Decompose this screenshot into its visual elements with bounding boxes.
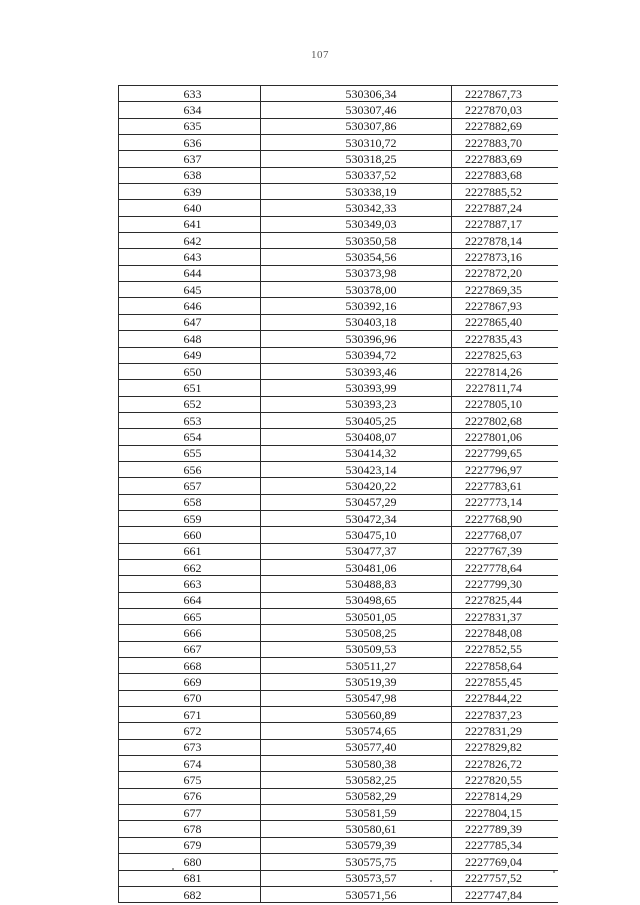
x-coordinate-cell: 530349,03 [261, 216, 452, 232]
point-number-cell: 666 [119, 625, 261, 641]
x-coordinate-cell: 530354,56 [261, 249, 452, 265]
table-row [119, 592, 559, 608]
point-number-cell: 674 [119, 756, 261, 772]
y-coordinate-cell: 2227867,73 [452, 86, 559, 102]
table-row [119, 461, 559, 477]
table-row [119, 216, 559, 232]
point-number-cell: 662 [119, 559, 261, 575]
x-coordinate-cell: 530373,98 [261, 265, 452, 281]
point-number-cell: 675 [119, 772, 261, 788]
table-row [119, 151, 559, 167]
y-coordinate-cell: 2227867,93 [452, 298, 559, 314]
y-coordinate-cell: 2227820,55 [452, 772, 559, 788]
y-coordinate-cell: 2227768,90 [452, 510, 559, 526]
x-coordinate-cell: 530394,72 [261, 347, 452, 363]
point-number-cell: 678 [119, 821, 261, 837]
y-coordinate-cell: 2227882,69 [452, 118, 559, 134]
point-number-cell: 635 [119, 118, 261, 134]
x-coordinate-cell: 530509,53 [261, 641, 452, 657]
table-row [119, 298, 559, 314]
y-coordinate-cell: 2227804,15 [452, 805, 559, 821]
point-number-cell: 682 [119, 886, 261, 902]
point-number-cell: 673 [119, 739, 261, 755]
table-row [119, 249, 559, 265]
table-row [119, 641, 559, 657]
y-coordinate-cell: 2227814,29 [452, 788, 559, 804]
y-coordinate-cell: 2227767,39 [452, 543, 559, 559]
x-coordinate-cell: 530307,86 [261, 118, 452, 134]
y-coordinate-cell: 2227796,97 [452, 461, 559, 477]
y-coordinate-cell: 2227883,69 [452, 151, 559, 167]
y-coordinate-cell: 2227878,14 [452, 233, 559, 249]
point-number-cell: 677 [119, 805, 261, 821]
y-coordinate-cell: 2227785,34 [452, 837, 559, 853]
x-coordinate-cell: 530423,14 [261, 461, 452, 477]
x-coordinate-cell: 530581,59 [261, 805, 452, 821]
y-coordinate-cell: 2227844,22 [452, 690, 559, 706]
x-coordinate-cell: 530393,99 [261, 380, 452, 396]
x-coordinate-cell: 530393,46 [261, 363, 452, 379]
point-number-cell: 669 [119, 674, 261, 690]
y-coordinate-cell: 2227831,29 [452, 723, 559, 739]
y-coordinate-cell: 2227825,44 [452, 592, 559, 608]
table-row [119, 756, 559, 772]
point-number-cell: 657 [119, 478, 261, 494]
x-coordinate-cell: 530574,65 [261, 723, 452, 739]
y-coordinate-cell: 2227825,63 [452, 347, 559, 363]
table-row [119, 625, 559, 641]
y-coordinate-cell: 2227855,45 [452, 674, 559, 690]
table-row [119, 510, 559, 526]
x-coordinate-cell: 530392,16 [261, 298, 452, 314]
point-number-cell: 656 [119, 461, 261, 477]
table-row [119, 658, 559, 674]
table-row [119, 576, 559, 592]
table-row [119, 707, 559, 723]
y-coordinate-cell: 2227848,08 [452, 625, 559, 641]
point-number-cell: 644 [119, 265, 261, 281]
x-coordinate-cell: 530472,34 [261, 510, 452, 526]
coordinates-table-body [119, 86, 559, 903]
y-coordinate-cell: 2227835,43 [452, 331, 559, 347]
x-coordinate-cell: 530571,56 [261, 886, 452, 902]
table-row [119, 723, 559, 739]
x-coordinate-cell: 530580,38 [261, 756, 452, 772]
x-coordinate-cell: 530579,39 [261, 837, 452, 853]
page-number: 107 [311, 49, 329, 61]
point-number-cell: 676 [119, 788, 261, 804]
y-coordinate-cell: 2227858,64 [452, 658, 559, 674]
y-coordinate-cell: 2227811,74 [452, 380, 559, 396]
x-coordinate-cell: 530307,46 [261, 102, 452, 118]
point-number-cell: 680 [119, 854, 261, 870]
y-coordinate-cell: 2227870,03 [452, 102, 559, 118]
scan-speck [430, 880, 432, 882]
y-coordinate-cell: 2227802,68 [452, 412, 559, 428]
x-coordinate-cell: 530475,10 [261, 527, 452, 543]
point-number-cell: 634 [119, 102, 261, 118]
point-number-cell: 645 [119, 282, 261, 298]
point-number-cell: 681 [119, 870, 261, 886]
table-row [119, 135, 559, 151]
y-coordinate-cell: 2227883,70 [452, 135, 559, 151]
x-coordinate-cell: 530573,57 [261, 870, 452, 886]
x-coordinate-cell: 530498,65 [261, 592, 452, 608]
point-number-cell: 655 [119, 445, 261, 461]
point-number-cell: 646 [119, 298, 261, 314]
y-coordinate-cell: 2227887,24 [452, 200, 559, 216]
y-coordinate-cell: 2227829,82 [452, 739, 559, 755]
y-coordinate-cell: 2227768,07 [452, 527, 559, 543]
y-coordinate-cell: 2227773,14 [452, 494, 559, 510]
point-number-cell: 679 [119, 837, 261, 853]
table-row [119, 445, 559, 461]
point-number-cell: 649 [119, 347, 261, 363]
point-number-cell: 651 [119, 380, 261, 396]
table-row [119, 870, 559, 886]
x-coordinate-cell: 530560,89 [261, 707, 452, 723]
y-coordinate-cell: 2227801,06 [452, 429, 559, 445]
y-coordinate-cell: 2227805,10 [452, 396, 559, 412]
table-row [119, 412, 559, 428]
y-coordinate-cell: 2227799,65 [452, 445, 559, 461]
scan-speck [172, 868, 174, 870]
y-coordinate-cell: 2227799,30 [452, 576, 559, 592]
point-number-cell: 660 [119, 527, 261, 543]
y-coordinate-cell: 2227873,16 [452, 249, 559, 265]
x-coordinate-cell: 530318,25 [261, 151, 452, 167]
x-coordinate-cell: 530481,06 [261, 559, 452, 575]
point-number-cell: 643 [119, 249, 261, 265]
point-number-cell: 665 [119, 609, 261, 625]
x-coordinate-cell: 530378,00 [261, 282, 452, 298]
x-coordinate-cell: 530582,25 [261, 772, 452, 788]
x-coordinate-cell: 530337,52 [261, 167, 452, 183]
y-coordinate-cell: 2227778,64 [452, 559, 559, 575]
point-number-cell: 661 [119, 543, 261, 559]
y-coordinate-cell: 2227865,40 [452, 314, 559, 330]
x-coordinate-cell: 530511,27 [261, 658, 452, 674]
x-coordinate-cell: 530393,23 [261, 396, 452, 412]
table-row [119, 200, 559, 216]
point-number-cell: 633 [119, 86, 261, 102]
y-coordinate-cell: 2227885,52 [452, 184, 559, 200]
point-number-cell: 652 [119, 396, 261, 412]
table-row [119, 772, 559, 788]
coordinates-table [118, 85, 558, 903]
point-number-cell: 636 [119, 135, 261, 151]
table-row [119, 118, 559, 134]
table-row [119, 380, 559, 396]
table-row [119, 184, 559, 200]
table-row [119, 886, 559, 902]
point-number-cell: 667 [119, 641, 261, 657]
table-row [119, 233, 559, 249]
table-row [119, 739, 559, 755]
x-coordinate-cell: 530580,61 [261, 821, 452, 837]
point-number-cell: 637 [119, 151, 261, 167]
y-coordinate-cell: 2227869,35 [452, 282, 559, 298]
y-coordinate-cell: 2227852,55 [452, 641, 559, 657]
point-number-cell: 647 [119, 314, 261, 330]
table-row [119, 265, 559, 281]
y-coordinate-cell: 2227883,68 [452, 167, 559, 183]
x-coordinate-cell: 530508,25 [261, 625, 452, 641]
y-coordinate-cell: 2227757,52 [452, 870, 559, 886]
table-row [119, 559, 559, 575]
x-coordinate-cell: 530457,29 [261, 494, 452, 510]
point-number-cell: 672 [119, 723, 261, 739]
x-coordinate-cell: 530582,29 [261, 788, 452, 804]
point-number-cell: 668 [119, 658, 261, 674]
table-row [119, 347, 559, 363]
point-number-cell: 664 [119, 592, 261, 608]
table-row [119, 429, 559, 445]
x-coordinate-cell: 530403,18 [261, 314, 452, 330]
x-coordinate-cell: 530488,83 [261, 576, 452, 592]
point-number-cell: 640 [119, 200, 261, 216]
point-number-cell: 639 [119, 184, 261, 200]
point-number-cell: 650 [119, 363, 261, 379]
table-row [119, 821, 559, 837]
x-coordinate-cell: 530350,58 [261, 233, 452, 249]
point-number-cell: 659 [119, 510, 261, 526]
table-row [119, 86, 559, 102]
table-row [119, 543, 559, 559]
x-coordinate-cell: 530396,96 [261, 331, 452, 347]
table-row [119, 690, 559, 706]
y-coordinate-cell: 2227831,37 [452, 609, 559, 625]
y-coordinate-cell: 2227769,04 [452, 854, 559, 870]
table-row [119, 527, 559, 543]
y-coordinate-cell: 2227814,26 [452, 363, 559, 379]
point-number-cell: 641 [119, 216, 261, 232]
point-number-cell: 671 [119, 707, 261, 723]
table-row [119, 167, 559, 183]
table-row [119, 363, 559, 379]
y-coordinate-cell: 2227837,23 [452, 707, 559, 723]
table-row [119, 609, 559, 625]
point-number-cell: 663 [119, 576, 261, 592]
point-number-cell: 642 [119, 233, 261, 249]
x-coordinate-cell: 530547,98 [261, 690, 452, 706]
point-number-cell: 670 [119, 690, 261, 706]
x-coordinate-cell: 530405,25 [261, 412, 452, 428]
x-coordinate-cell: 530310,72 [261, 135, 452, 151]
table-row [119, 282, 559, 298]
table-row [119, 314, 559, 330]
table-row [119, 854, 559, 870]
table-row [119, 494, 559, 510]
x-coordinate-cell: 530501,05 [261, 609, 452, 625]
y-coordinate-cell: 2227789,39 [452, 821, 559, 837]
table-row [119, 805, 559, 821]
x-coordinate-cell: 530414,32 [261, 445, 452, 461]
table-row [119, 102, 559, 118]
y-coordinate-cell: 2227872,20 [452, 265, 559, 281]
x-coordinate-cell: 530577,40 [261, 739, 452, 755]
table-row [119, 331, 559, 347]
table-row [119, 788, 559, 804]
x-coordinate-cell: 530408,07 [261, 429, 452, 445]
point-number-cell: 658 [119, 494, 261, 510]
point-number-cell: 648 [119, 331, 261, 347]
x-coordinate-cell: 530519,39 [261, 674, 452, 690]
table-row [119, 674, 559, 690]
x-coordinate-cell: 530420,22 [261, 478, 452, 494]
table-row [119, 396, 559, 412]
y-coordinate-cell: 2227826,72 [452, 756, 559, 772]
point-number-cell: 654 [119, 429, 261, 445]
table-row [119, 478, 559, 494]
scan-speck [553, 871, 555, 873]
x-coordinate-cell: 530575,75 [261, 854, 452, 870]
x-coordinate-cell: 530477,37 [261, 543, 452, 559]
table-row [119, 837, 559, 853]
y-coordinate-cell: 2227747,84 [452, 886, 559, 902]
y-coordinate-cell: 2227783,61 [452, 478, 559, 494]
point-number-cell: 653 [119, 412, 261, 428]
point-number-cell: 638 [119, 167, 261, 183]
x-coordinate-cell: 530306,34 [261, 86, 452, 102]
y-coordinate-cell: 2227887,17 [452, 216, 559, 232]
x-coordinate-cell: 530338,19 [261, 184, 452, 200]
x-coordinate-cell: 530342,33 [261, 200, 452, 216]
